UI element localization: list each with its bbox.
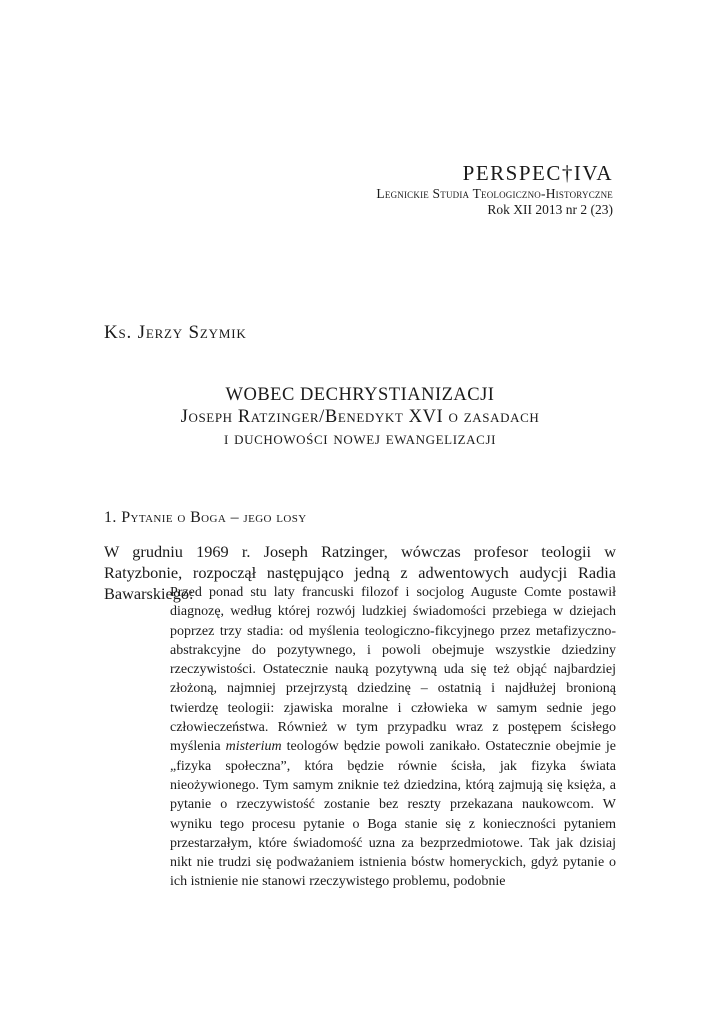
article-title-block <box>104 384 616 451</box>
article-title: WOBEC DECHRYSTIANIZACJI <box>225 385 495 405</box>
article-subtitle-line2: i duchowości nowej ewangelizacji <box>223 429 497 450</box>
journal-subtitle: Legnickie Studia Teologiczno-Historyczne <box>376 186 613 202</box>
quote-italic-term: misterium <box>225 739 282 755</box>
block-quote <box>170 583 616 892</box>
intro-paragraph: W grudniu 1969 r. Joseph Ratzinger, wówczas profesor teologii w Ratyzbonie, rozpoczął następująco jedną z adwentowych audycji Radia Bawarskiego: <box>104 542 616 603</box>
journal-header <box>376 162 613 218</box>
journal-title: PERSPEC†IVA <box>462 161 613 185</box>
quote-text-part2: teologów będzie powoli zanikało. Ostatecznie obejmie je „fizyka społeczna”, która będzie równie ścisła, jak fizyka świata nieożywionego. Tym samym zniknie też dziedzina, którą zajmują się księża, a pytanie o rzeczywistość zostanie bez reszty przekazana naukowcom. W wyniku tego procesu pytanie o Boga stanie się z konieczności pytaniem przestarzałym, które świadomość uzna za bezprzedmiotowe. Tak jak dzisiaj nikt nie trudzi się podważaniem istnienia bóstw homeryckich, gdyż pytanie o ich istnienie nie stanowi rzeczywistego problemu, podobnie <box>170 739 616 890</box>
quote-text-part1: Przed ponad stu laty francuski filozof i socjolog Auguste Comte postawił diagnozę, według której rozwój ludzkiej świadomości przebiega w dziejach poprzez trzy stadia: od myślenia teologiczno-fikcyjnego przez metafizyczno-abstrakcyjne do pozytywnego, i powoli obejmuje wszystkie dziedziny rzeczywistości. Ostatecznie nauką pozytywną uda się też objąć najbardziej złożoną, najmniej przejrzystą dziedzinę – ostatnią i najdłużej bronioną twierdzę teologii: zjawiska moralne i człowieka w samym sednie jego człowieczeństwa. Również w tym przypadku wraz z postępem ścisłego myślenia <box>170 585 616 755</box>
author-name: Ks. Jerzy Szymik <box>104 322 247 343</box>
section-heading: 1. Pytanie o Boga – jego losy <box>104 509 307 526</box>
journal-issue: Rok XII 2013 nr 2 (23) <box>487 201 613 217</box>
article-subtitle-line1: Joseph Ratzinger/Benedykt XVI o zasadach <box>180 407 540 428</box>
